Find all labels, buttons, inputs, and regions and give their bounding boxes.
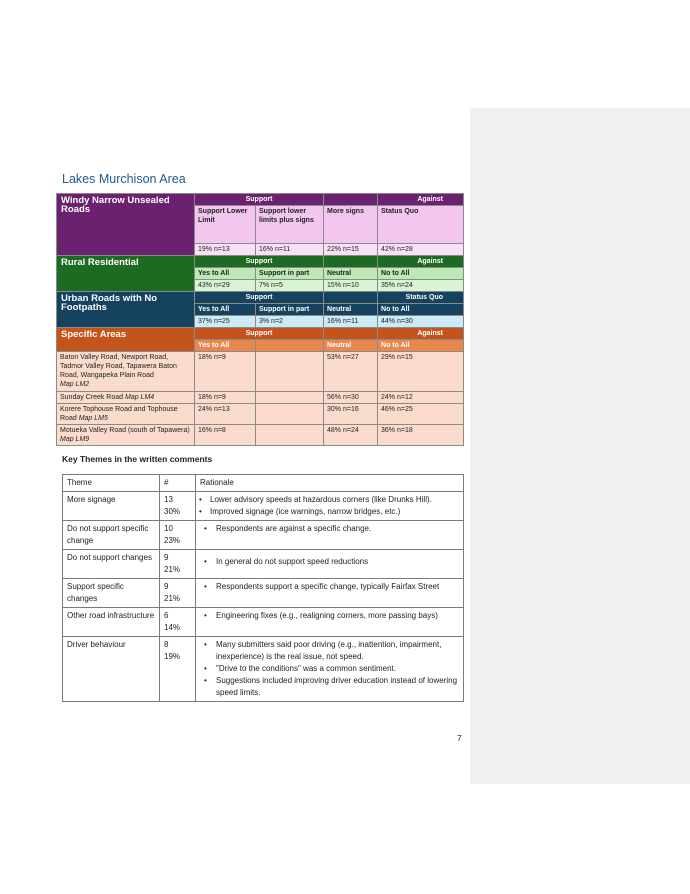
urban-header-row (57, 292, 464, 304)
specific-v4: 36% n=18 (378, 425, 464, 446)
specific-v3: 53% n=27 (324, 352, 378, 392)
windy-v1: 19% n=13 (195, 244, 256, 256)
theme-count-percent: 23% (164, 536, 181, 545)
road-name-text: Korere Tophouse Road and Tophouse Road (60, 406, 178, 422)
specific-v4: 46% n=25 (378, 404, 464, 425)
windy-section-title: Windy Narrow Unsealed Roads (57, 194, 195, 256)
theme-name: Driver behaviour (63, 637, 160, 702)
urban-section-title: Urban Roads with No Footpaths (57, 292, 195, 328)
theme-name: Other road infrastructure (63, 608, 160, 637)
urban-col4: No to All (378, 304, 464, 316)
theme-count (160, 637, 196, 702)
theme-count-number: 8 (164, 640, 169, 649)
specific-road-name (57, 352, 195, 392)
urban-v3: 16% n=11 (324, 316, 378, 328)
specific-col3: Neutral (324, 340, 378, 352)
specific-v1: 24% n=13 (195, 404, 256, 425)
themes-header-theme: Theme (63, 475, 160, 492)
specific-v3: 30% n=16 (324, 404, 378, 425)
specific-col2-blank (256, 340, 324, 352)
theme-count (160, 521, 196, 550)
theme-count (160, 608, 196, 637)
windy-against-header: Against (378, 194, 464, 206)
windy-v3: 22% n=15 (324, 244, 378, 256)
theme-row (63, 521, 464, 550)
specific-road-name (57, 392, 195, 404)
theme-count-number: 9 (164, 553, 169, 562)
specific-row (57, 425, 464, 446)
urban-v2: 3% n=2 (256, 316, 324, 328)
windy-blank-header (324, 194, 378, 206)
windy-col2: Support lower limits plus signs (256, 206, 324, 244)
map-ref: Map LM2 (60, 381, 90, 388)
theme-name: Do not support specific change (63, 521, 160, 550)
urban-col2: Support in part (256, 304, 324, 316)
windy-col3: More signs (324, 206, 378, 244)
themes-header-rationale: Rationale (196, 475, 464, 492)
theme-row (63, 492, 464, 521)
specific-v2-blank (256, 425, 324, 446)
theme-count-number: 13 (164, 495, 173, 504)
theme-rationale (196, 492, 464, 521)
comment-pane (470, 108, 690, 784)
theme-count (160, 492, 196, 521)
specific-section-title: Specific Areas (57, 328, 195, 352)
theme-count-percent: 19% (164, 652, 181, 661)
windy-col4: Status Quo (378, 206, 464, 244)
theme-name: Support specific changes (63, 579, 160, 608)
specific-v2-blank (256, 352, 324, 392)
urban-col1: Yes to All (195, 304, 256, 316)
specific-header-row (57, 328, 464, 340)
theme-count-percent: 21% (164, 594, 181, 603)
map-ref: Map LM5 (78, 415, 108, 422)
urban-col3: Neutral (324, 304, 378, 316)
theme-rationale (196, 579, 464, 608)
specific-v3: 56% n=30 (324, 392, 378, 404)
theme-rationale (196, 608, 464, 637)
windy-support-header: Support (195, 194, 324, 206)
theme-rationale (196, 550, 464, 579)
rural-col2: Support in part (256, 268, 324, 280)
rationale-bullet: • Respondents are against a specific change. (200, 523, 459, 535)
theme-row (63, 608, 464, 637)
themes-table (62, 474, 464, 702)
specific-v3: 48% n=24 (324, 425, 378, 446)
theme-count (160, 579, 196, 608)
theme-rationale (196, 637, 464, 702)
rationale-bullet: • "Drive to the conditions" was a common sentiment. (200, 663, 459, 675)
theme-count-number: 6 (164, 611, 169, 620)
theme-row (63, 550, 464, 579)
rural-col4: No to All (378, 268, 464, 280)
specific-row (57, 392, 464, 404)
rationale-bullet: • Improved signage (ice warnings, narrow bridges, etc.) (200, 506, 459, 518)
rural-blank-header (324, 256, 378, 268)
rural-against-header: Against (378, 256, 464, 268)
specific-support-header: Support (195, 328, 324, 340)
specific-against-header: Against (378, 328, 464, 340)
map-ref: Map LM9 (60, 436, 90, 443)
road-name-text: Baton Valley Road, Newport Road, Tadmor Valley Road, Tapawera Baton Road, Wangapeka Plain Road (60, 354, 177, 379)
urban-blank-header (324, 292, 378, 304)
rural-col3: Neutral (324, 268, 378, 280)
themes-header-count: # (160, 475, 196, 492)
road-name-text: Sunday Creek Road (60, 394, 124, 401)
windy-header-row (57, 194, 464, 206)
themes-header-row (63, 475, 464, 492)
section-title: Lakes Murchison Area (62, 172, 186, 186)
specific-road-name (57, 404, 195, 425)
windy-v4: 42% n=28 (378, 244, 464, 256)
theme-count-number: 9 (164, 582, 169, 591)
rural-section-title: Rural Residential (57, 256, 195, 292)
specific-v2-blank (256, 404, 324, 425)
theme-count-number: 10 (164, 524, 173, 533)
theme-count-percent: 30% (164, 507, 181, 516)
specific-v4: 24% n=12 (378, 392, 464, 404)
themes-heading: Key Themes in the written comments (62, 454, 213, 464)
specific-v1: 16% n=8 (195, 425, 256, 446)
theme-row (63, 579, 464, 608)
survey-results-table (56, 193, 464, 446)
specific-v1: 18% n=9 (195, 352, 256, 392)
specific-v4: 29% n=15 (378, 352, 464, 392)
rural-v2: 7% n=5 (256, 280, 324, 292)
theme-row (63, 637, 464, 702)
windy-v2: 16% n=11 (256, 244, 324, 256)
specific-v1: 18% n=9 (195, 392, 256, 404)
specific-blank-header (324, 328, 378, 340)
rural-header-row (57, 256, 464, 268)
urban-v4: 44% n=30 (378, 316, 464, 328)
page-number: 7 (457, 733, 462, 743)
rationale-bullet: • In general do not support speed reductions (200, 556, 459, 568)
map-ref: Map LM4 (125, 394, 155, 401)
urban-v1: 37% n=25 (195, 316, 256, 328)
rationale-bullet: • Engineering fixes (e.g., realigning corners, more passing bays) (200, 610, 459, 622)
rural-col1: Yes to All (195, 268, 256, 280)
specific-v2-blank (256, 392, 324, 404)
rural-v4: 35% n=24 (378, 280, 464, 292)
theme-count-percent: 21% (164, 565, 181, 574)
rural-v1: 43% n=29 (195, 280, 256, 292)
urban-status-header: Status Quo (378, 292, 464, 304)
theme-name: Do not support changes (63, 550, 160, 579)
rationale-bullet: • Respondents support a specific change, typically Fairfax Street (200, 581, 459, 593)
rural-support-header: Support (195, 256, 324, 268)
urban-support-header: Support (195, 292, 324, 304)
specific-row (57, 352, 464, 392)
theme-count-percent: 14% (164, 623, 181, 632)
specific-row (57, 404, 464, 425)
windy-col1: Support Lower Limit (195, 206, 256, 244)
specific-road-name (57, 425, 195, 446)
rural-v3: 15% n=10 (324, 280, 378, 292)
theme-rationale (196, 521, 464, 550)
road-name-text: Motueka Valley Road (south of Tapawera) (60, 427, 190, 434)
specific-col4: No to All (378, 340, 464, 352)
rationale-bullet: • Many submitters said poor driving (e.g., inattention, impairment, inexperience) is the real issue, not speed. (200, 639, 459, 663)
theme-count (160, 550, 196, 579)
specific-col1: Yes to All (195, 340, 256, 352)
theme-name: More signage (63, 492, 160, 521)
rationale-bullet: • Suggestions included improving driver education instead of lowering speed limits. (200, 675, 459, 699)
rationale-bullet: • Lower advisory speeds at hazardous corners (like Drunks Hill). (200, 494, 459, 506)
